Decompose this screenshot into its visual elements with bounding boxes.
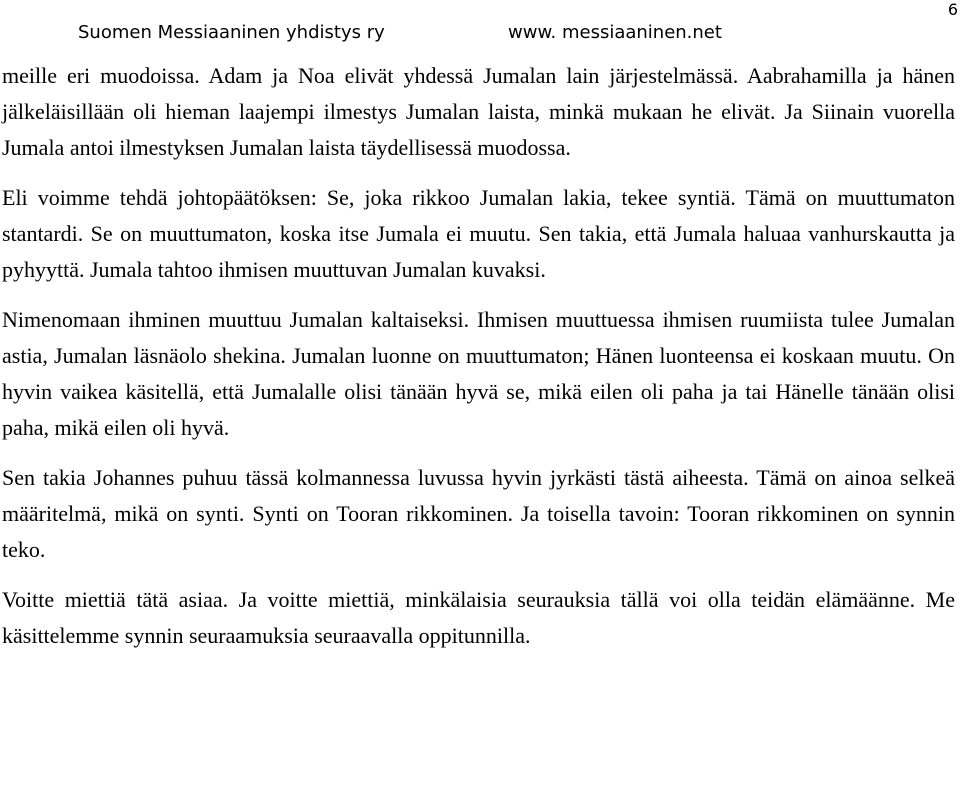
paragraph: Eli voimme tehdä johtopäätöksen: Se, joka rikkoo Jumalan lakia, tekee syntiä. Tämä on muuttumaton stantardi. Se on muuttumaton, koska itse Jumala ei muutu. Sen takia, että Jumala haluaa vanhurskautta ja pyhyyttä. Jumala tahtoo ihmisen muuttuvan Jumalan kuvaksi. <box>2 185 955 282</box>
page-header <box>78 22 960 48</box>
paragraph: meille eri muodoissa. Adam ja Noa elivät yhdessä Jumalan lain järjestelmässä. Aabrahamilla ja hänen jälkeläisillään oli hieman laajempi ilmestys Jumalan laista, minkä mukaan he elivät. Ja Siinain vuorella Jumala antoi ilmestyksen Jumalan laista täydellisessä muodossa. <box>2 63 955 160</box>
paragraph: Sen takia Johannes puhuu tässä kolmannessa luvussa hyvin jyrkästi tästä aiheesta. Tämä on ainoa selkeä määritelmä, mikä on synti. Synti on Tooran rikkominen. Ja toisella tavoin: Tooran rikkominen on synnin teko. <box>2 465 955 562</box>
paragraph: Voitte miettiä tätä asiaa. Ja voitte miettiä, minkälaisia seurauksia tällä voi olla teidän elämäänne. Me käsittelemme synnin seuraamuksia seuraavalla oppitunnilla. <box>2 587 955 648</box>
paragraph: Nimenomaan ihminen muuttuu Jumalan kaltaiseksi. Ihmisen muuttuessa ihmisen ruumiista tulee Jumalan astia, Jumalan läsnäolo shekina. Jumalan luonne on muuttumaton; Hänen luonteensa ei koskaan muutu. On hyvin vaikea käsitellä, että Jumalalle olisi tänään hyvä se, mikä eilen oli paha ja tai Hänelle tänään olisi paha, mikä eilen oli hyvä. <box>2 307 955 440</box>
organization-name: Suomen Messiaaninen yhdistys ry <box>78 22 385 43</box>
page-number: 6 <box>947 0 958 19</box>
document-body <box>2 58 955 668</box>
website-url: www. messiaaninen.net <box>508 22 722 43</box>
